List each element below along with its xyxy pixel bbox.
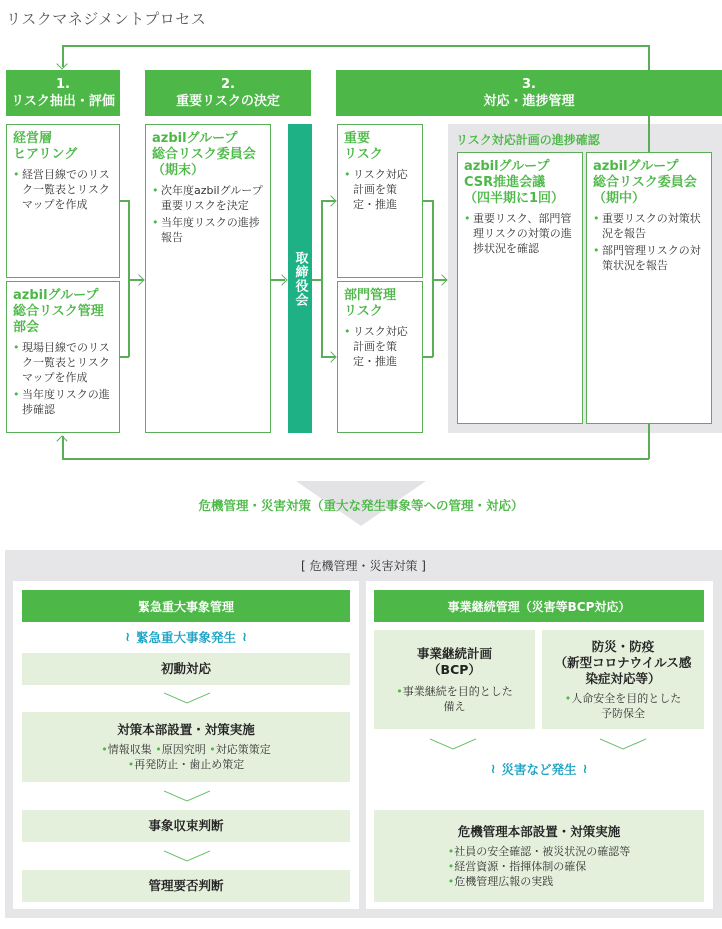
arrow-right-icon xyxy=(133,274,144,285)
arrow-right-icon xyxy=(276,274,287,285)
event-label: 災害など発生 xyxy=(501,762,577,777)
bullet: • 当年度リスクの進捗確認 xyxy=(13,387,113,417)
bullet: • 部門管理リスクの対策状況を報告 xyxy=(593,243,705,273)
step-label: 対応・進捗管理 xyxy=(483,94,575,109)
arrow-right-icon xyxy=(325,351,336,362)
step-event-closure: 事象収束判断 xyxy=(22,810,350,842)
bcp-header: 事業継続管理（災害等BCP対応） xyxy=(374,590,704,622)
disaster-prevention-box: 防災・防疫 （新型コロナウイルス感 染症対応等） •人命安全を目的とした 予防保全 xyxy=(542,630,704,729)
step-number: 3. xyxy=(522,77,536,92)
risk-committee-midterm-box xyxy=(586,152,712,424)
crisis-banner: 危機管理・災害対策（重大な発生事象等への管理・対応） xyxy=(198,498,524,513)
wavy-line-icon: ≀ xyxy=(125,629,130,645)
bullet: • 当年度リスクの進捗報告 xyxy=(152,215,264,245)
connector xyxy=(321,200,323,357)
bullet: • 重要リスク、部門管理リスクの対策の進捗状況を確認 xyxy=(464,211,576,256)
chevron-down-icon xyxy=(164,788,210,807)
box-title: azbilグループ 総合リスク委員会 （期末） xyxy=(152,131,256,178)
board-of-directors: 取締役会 xyxy=(288,124,312,433)
bcp-plan-box: 事業継続計画 （BCP） •事業継続を目的とした 備え xyxy=(374,630,535,729)
chevron-down-icon xyxy=(164,690,210,709)
wavy-line-icon: ≀ xyxy=(582,761,588,777)
step-label: リスク抽出・評価 xyxy=(11,94,115,109)
step-number: 1. xyxy=(56,77,70,92)
crisis-hq-box: 危機管理本部設置・対策実施 •社員の安全確認・被災状況の確認等 •経営資源・指揮体制の確保 •危機管理広報の実践 xyxy=(374,810,704,902)
feedback-line-bottom-v xyxy=(648,424,650,459)
step-header-2 xyxy=(145,70,311,116)
crisis-panel-title: [ 危機管理・災害対策 ] xyxy=(301,559,426,573)
box-title: azbilグループ 総合リスク委員会 （期中） xyxy=(593,159,697,206)
arrow-right-icon xyxy=(436,274,447,285)
department-risk-box xyxy=(337,281,423,433)
event-label: 緊急重大事象発生 xyxy=(135,630,236,645)
emergency-header: 緊急重大事象管理 xyxy=(22,590,350,622)
feedback-line-bottom-h xyxy=(62,458,649,460)
bullet: • 重要リスクの対策状況を報告 xyxy=(593,211,705,241)
bullet: • リスク対応計画を策定・推進 xyxy=(344,167,416,212)
box-title: 部門管理 リスク xyxy=(344,288,397,319)
arrow-right-icon xyxy=(325,195,336,206)
bullet: • 経営目線でのリスク一覧表とリスクマップを作成 xyxy=(13,167,113,212)
progress-check-label: リスク対応計画の進捗確認 xyxy=(456,133,600,147)
feedback-line-in xyxy=(648,116,650,153)
chevron-down-icon xyxy=(600,736,646,755)
step-management-judgment: 管理要否判断 xyxy=(22,870,350,902)
step-label: 重要リスクの決定 xyxy=(176,94,280,109)
risk-committee-year-end-box xyxy=(145,124,271,433)
step-header-3 xyxy=(336,70,722,116)
wavy-line-icon: ≀ xyxy=(242,629,247,645)
step-initial-response: 初動対応 xyxy=(22,653,350,685)
page-title: リスクマネジメントプロセス xyxy=(6,10,207,28)
risk-management-subcommittee-box xyxy=(6,281,120,433)
step-hq-setup: 対策本部設置・対策実施 •情報収集 •原因究明 •対応策策定 •再発防止・歯止め策定 xyxy=(22,712,350,782)
box-title: 重要 リスク xyxy=(344,131,383,162)
key-risk-box xyxy=(337,124,423,278)
bullet: • 現場目線でのリスク一覧表とリスクマップを作成 xyxy=(13,340,113,385)
step-number: 2. xyxy=(221,77,235,92)
feedback-line-top-h xyxy=(62,45,649,47)
chevron-down-icon xyxy=(430,736,476,755)
wavy-line-icon: ≀ xyxy=(490,761,496,777)
emergency-event xyxy=(22,625,350,649)
disaster-event xyxy=(374,757,704,781)
csr-meeting-box xyxy=(457,152,583,424)
arrow-up-icon xyxy=(56,435,67,446)
box-title: azbilグループ 総合リスク管理 部会 xyxy=(13,288,104,335)
arrow-down-icon xyxy=(56,58,67,69)
box-title: 経営層 ヒアリング xyxy=(13,131,78,162)
step-header-1 xyxy=(6,70,120,116)
box-title: azbilグループ CSR推進会議 （四半期に1回） xyxy=(464,159,565,206)
bullet: • リスク対応計画を策定・推進 xyxy=(344,324,416,369)
chevron-down-icon xyxy=(164,848,210,867)
bullet: • 次年度azbilグループ重要リスクを決定 xyxy=(152,183,264,213)
hearing-box xyxy=(6,124,120,278)
